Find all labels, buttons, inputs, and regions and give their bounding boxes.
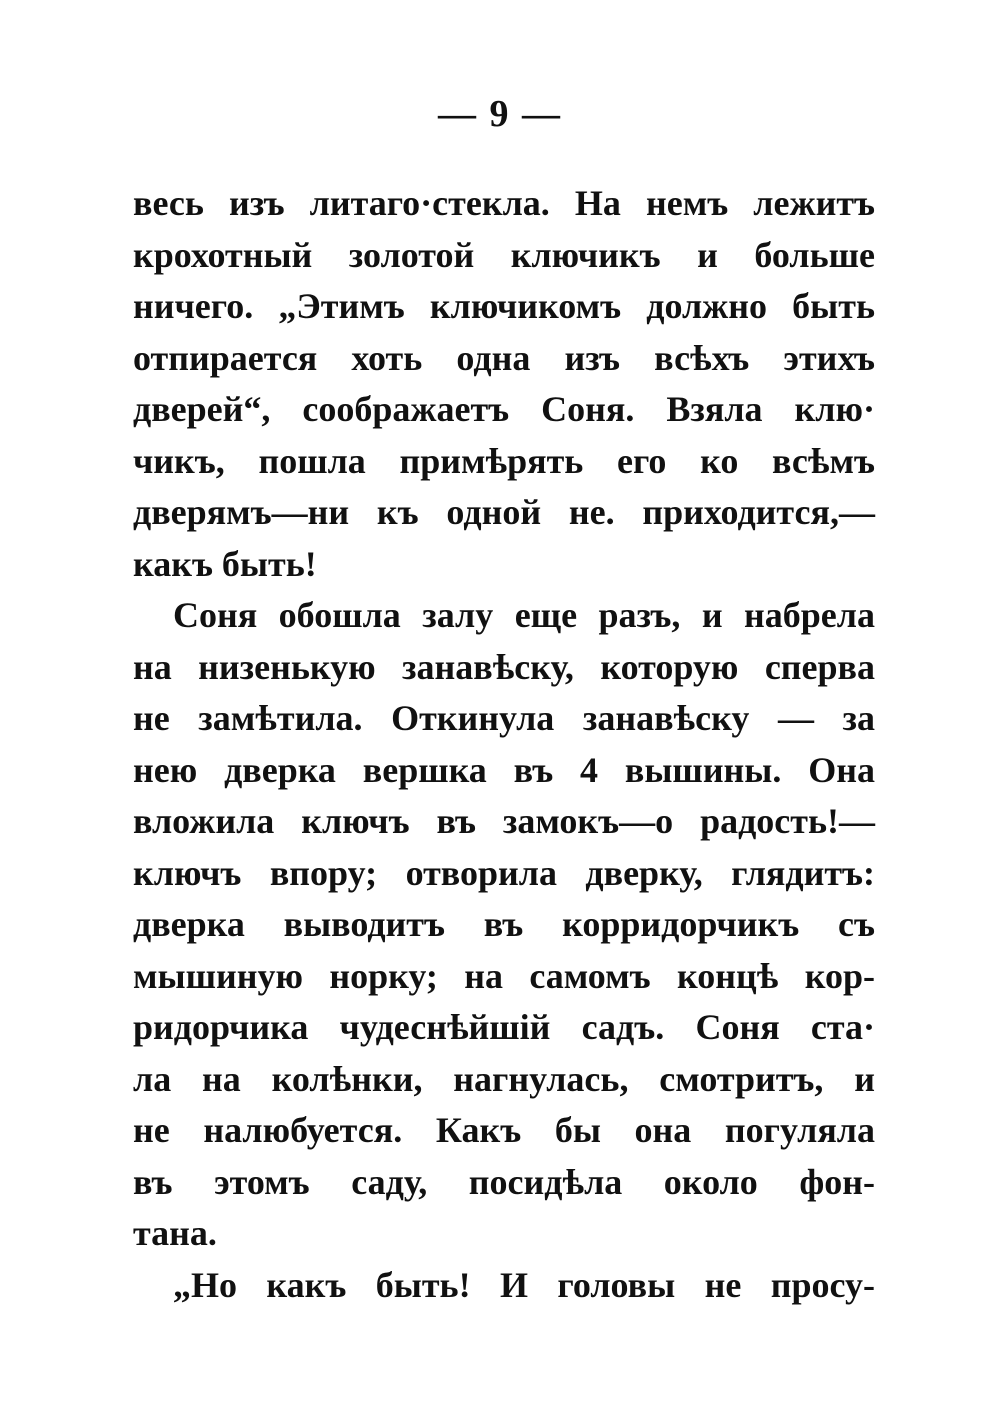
text-line: на низенькую занавѣску, которую сперва: [133, 646, 875, 687]
body-text: [133, 178, 875, 1311]
text-line: „Но какъ быть! И головы не просу-: [173, 1264, 875, 1305]
text-line: ла на колѣнки, нагнулась, смотритъ, и: [133, 1058, 875, 1099]
text-line: какъ быть!: [133, 543, 317, 584]
text-line: отпирается хоть одна изъ всѣхъ этихъ: [133, 337, 875, 378]
text-line: ключъ впору; отворила дверку, глядитъ:: [133, 852, 875, 893]
text-line: въ этомъ саду, посидѣла около фон-: [133, 1161, 875, 1202]
text-line: чикъ, пошла примѣрять его ко всѣмъ: [133, 440, 875, 481]
text-line: ничего. „Этимъ ключикомъ должно быть: [133, 286, 875, 326]
text-line: весь изъ литаго·стекла. На немъ лежитъ: [133, 183, 875, 223]
text-line: тана.: [133, 1213, 217, 1253]
text-line: дверка выводитъ въ корридорчикъ съ: [133, 904, 875, 944]
text-line: крохотный золотой ключикъ и больше: [133, 234, 875, 275]
paragraph: [133, 590, 875, 1260]
text-line: мышиную норку; на самомъ концѣ кор-: [133, 955, 875, 996]
text-line: не налюбуется. Какъ бы она погуляла: [133, 1110, 875, 1150]
paragraph: [133, 1260, 875, 1312]
paragraph: [133, 178, 875, 590]
page-number: — 9 —: [438, 93, 562, 135]
text-line: вложила ключъ въ замокъ—о радость!—: [133, 801, 875, 841]
text-line: ридорчика чудеснѣйшій садъ. Соня ста·: [133, 1007, 875, 1047]
text-line: дверямъ—ни къ одной не. приходится,—: [133, 492, 875, 532]
text-line: не замѣтила. Откинула занавѣску — за: [133, 698, 875, 738]
text-line: Соня обошла залу еще разъ, и набрела: [173, 595, 875, 635]
text-line: дверей“, соображаетъ Соня. Взяла клю·: [133, 389, 875, 429]
text-line: нею дверка вершка въ 4 вышины. Она: [133, 749, 875, 790]
